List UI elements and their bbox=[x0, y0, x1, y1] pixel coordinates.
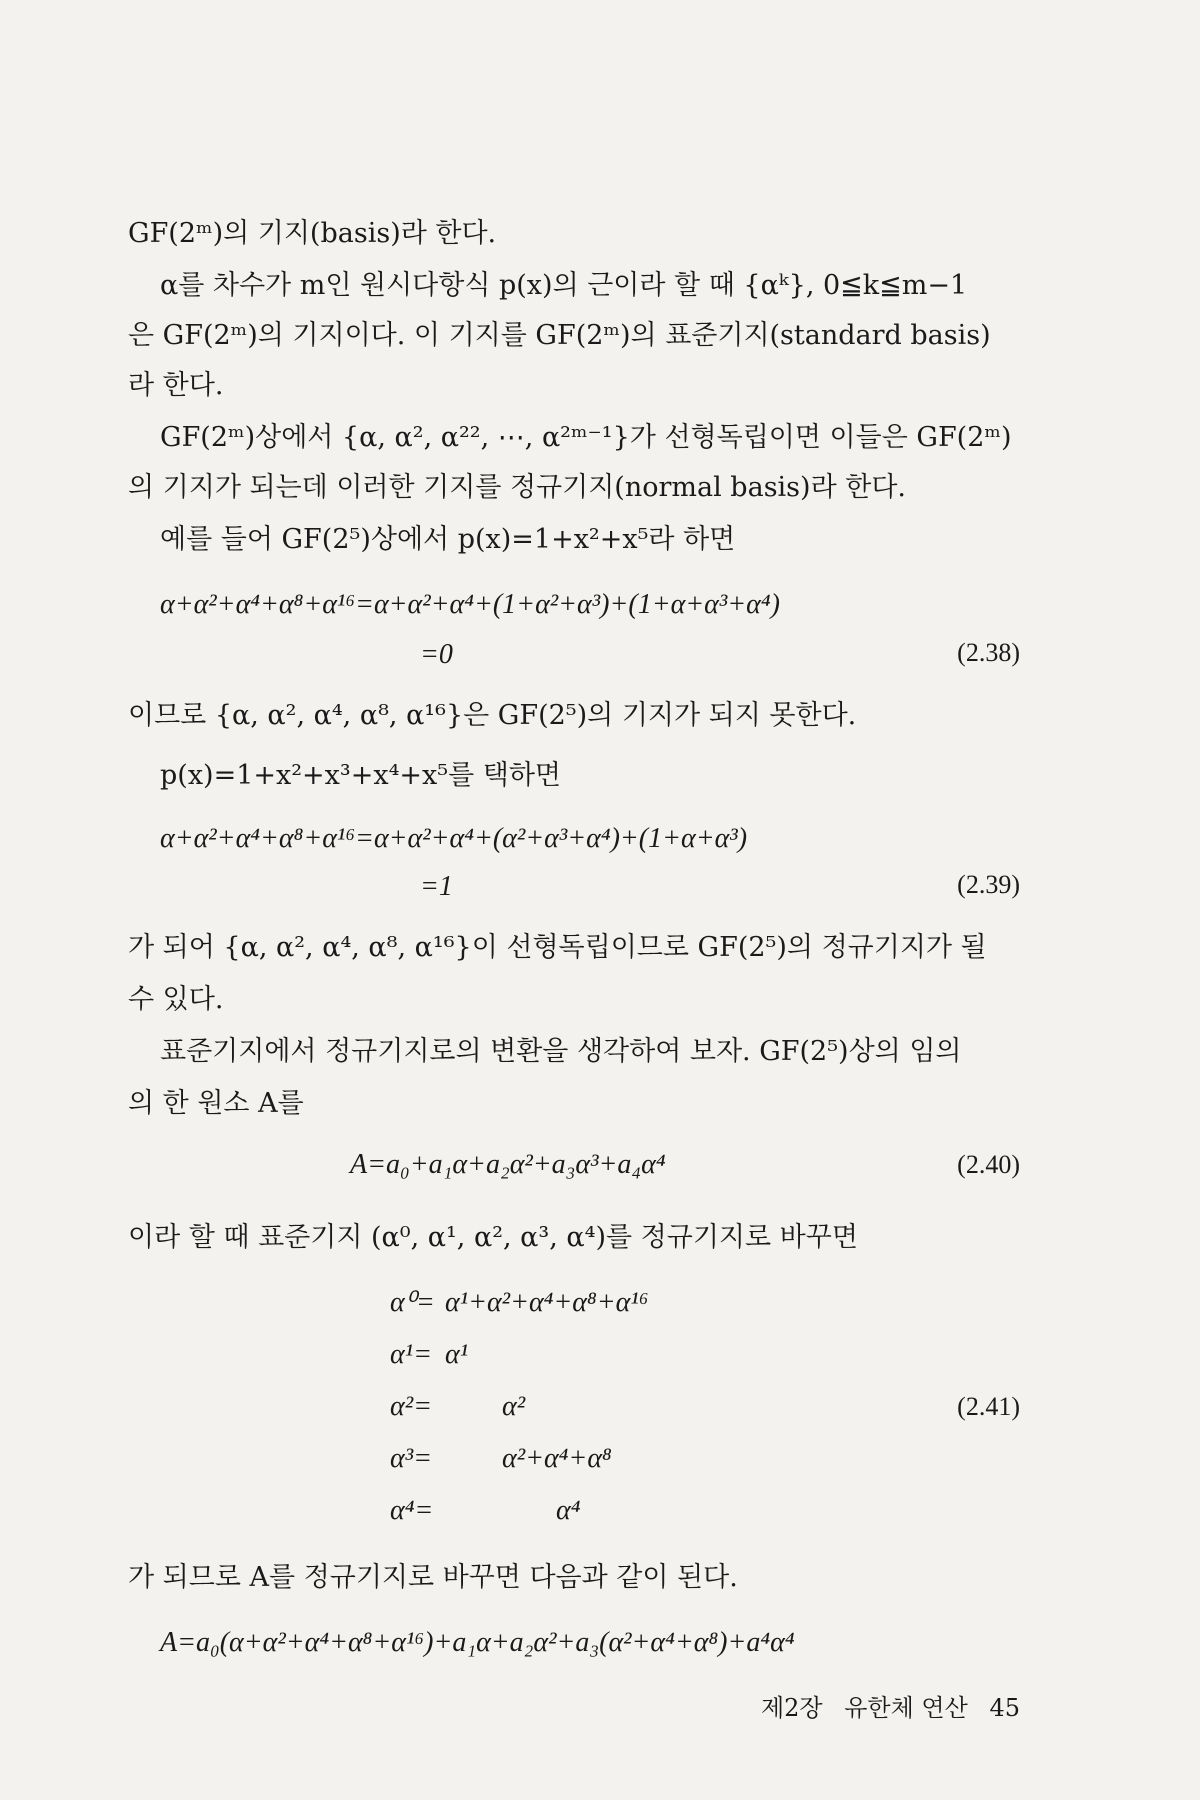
equation-number: (2.39) bbox=[957, 870, 1020, 899]
equation-2-38-line2: =0 bbox=[420, 639, 453, 670]
equation-2-40: A=a₀+a₁α+a₂α²+a₃α³+a₄α⁴ bbox=[350, 1149, 666, 1180]
page-footer bbox=[747, 1688, 1020, 1723]
equation-final: A=a₀(α+α²+α⁴+α⁸+α¹⁶)+a₁α+a₂α²+a₃(α²+α⁴+α⁸)+a⁴α⁴ bbox=[160, 1627, 795, 1658]
footer-chapter: 제2장 bbox=[760, 1694, 823, 1722]
equation-number: (2.40) bbox=[957, 1150, 1020, 1179]
equation-number: (2.38) bbox=[957, 638, 1020, 667]
text-line: 은 GF(2ᵐ)의 기지이다. 이 기지를 GF(2ᵐ)의 표준기지(standard basis) bbox=[128, 320, 991, 351]
text-line: 예를 들어 GF(2⁵)상에서 p(x)=1+x²+x⁵라 하면 bbox=[160, 524, 736, 555]
text-line: p(x)=1+x²+x³+x⁴+x⁵를 택하면 bbox=[160, 760, 561, 791]
equation-number: (2.41) bbox=[957, 1392, 1020, 1421]
text-line: 이라 할 때 표준기지 (α⁰, α¹, α², α³, α⁴)를 정규기지로 바꾸면 bbox=[128, 1222, 858, 1253]
footer-title: 유한체 연산 bbox=[844, 1694, 968, 1722]
text-line: 라 한다. bbox=[128, 370, 224, 401]
eq-rhs: α¹+α²+α⁴+α⁸+α¹⁶ bbox=[445, 1287, 649, 1318]
eq-lhs: α⁴= bbox=[390, 1495, 434, 1526]
eq-lhs: α¹= bbox=[390, 1339, 432, 1370]
eq-rhs: α²+α⁴+α⁸ bbox=[502, 1443, 612, 1474]
text-line: 가 되므로 A를 정규기지로 바꾸면 다음과 같이 된다. bbox=[128, 1562, 738, 1593]
text-line: GF(2ᵐ)상에서 {α, α², α²², ⋯, α²ᵐ⁻¹}가 선형독립이면 이들은 GF(2ᵐ) bbox=[160, 422, 1012, 453]
text-line: 의 기지가 되는데 이러한 기지를 정규기지(normal basis)라 한다. bbox=[128, 472, 906, 503]
eq-rhs: α² bbox=[502, 1391, 526, 1422]
text-line: 가 되어 {α, α², α⁴, α⁸, α¹⁶}이 선형독립이므로 GF(2⁵)의 정규기지가 될 bbox=[128, 932, 987, 963]
text-line: GF(2ᵐ)의 기지(basis)라 한다. bbox=[128, 218, 497, 249]
eq-rhs: α¹ bbox=[445, 1339, 469, 1370]
equation-2-39-line2: =1 bbox=[420, 871, 453, 902]
text-line: 표준기지에서 정규기지로의 변환을 생각하여 보자. GF(2⁵)상의 임의 bbox=[160, 1036, 962, 1067]
text-line: 이므로 {α, α², α⁴, α⁸, α¹⁶}은 GF(2⁵)의 기지가 되지 못한다. bbox=[128, 700, 857, 731]
eq-lhs: α²= bbox=[390, 1391, 432, 1422]
page-number: 45 bbox=[989, 1694, 1020, 1722]
text-line: 의 한 원소 A를 bbox=[128, 1088, 304, 1119]
eq-lhs: α³= bbox=[390, 1443, 432, 1474]
equation-2-38-line1: α+α²+α⁴+α⁸+α¹⁶=α+α²+α⁴+(1+α²+α³)+(1+α+α³+α⁴) bbox=[160, 589, 780, 620]
equation-2-39-line1: α+α²+α⁴+α⁸+α¹⁶=α+α²+α⁴+(α²+α³+α⁴)+(1+α+α³) bbox=[160, 823, 748, 854]
text-line: α를 차수가 m인 원시다항식 p(x)의 근이라 할 때 {αᵏ}, 0≦k≦m−1 bbox=[160, 270, 968, 301]
eq-lhs: α⁰= bbox=[390, 1287, 435, 1318]
eq-rhs: α⁴ bbox=[556, 1495, 581, 1526]
text-line: 수 있다. bbox=[128, 984, 224, 1015]
